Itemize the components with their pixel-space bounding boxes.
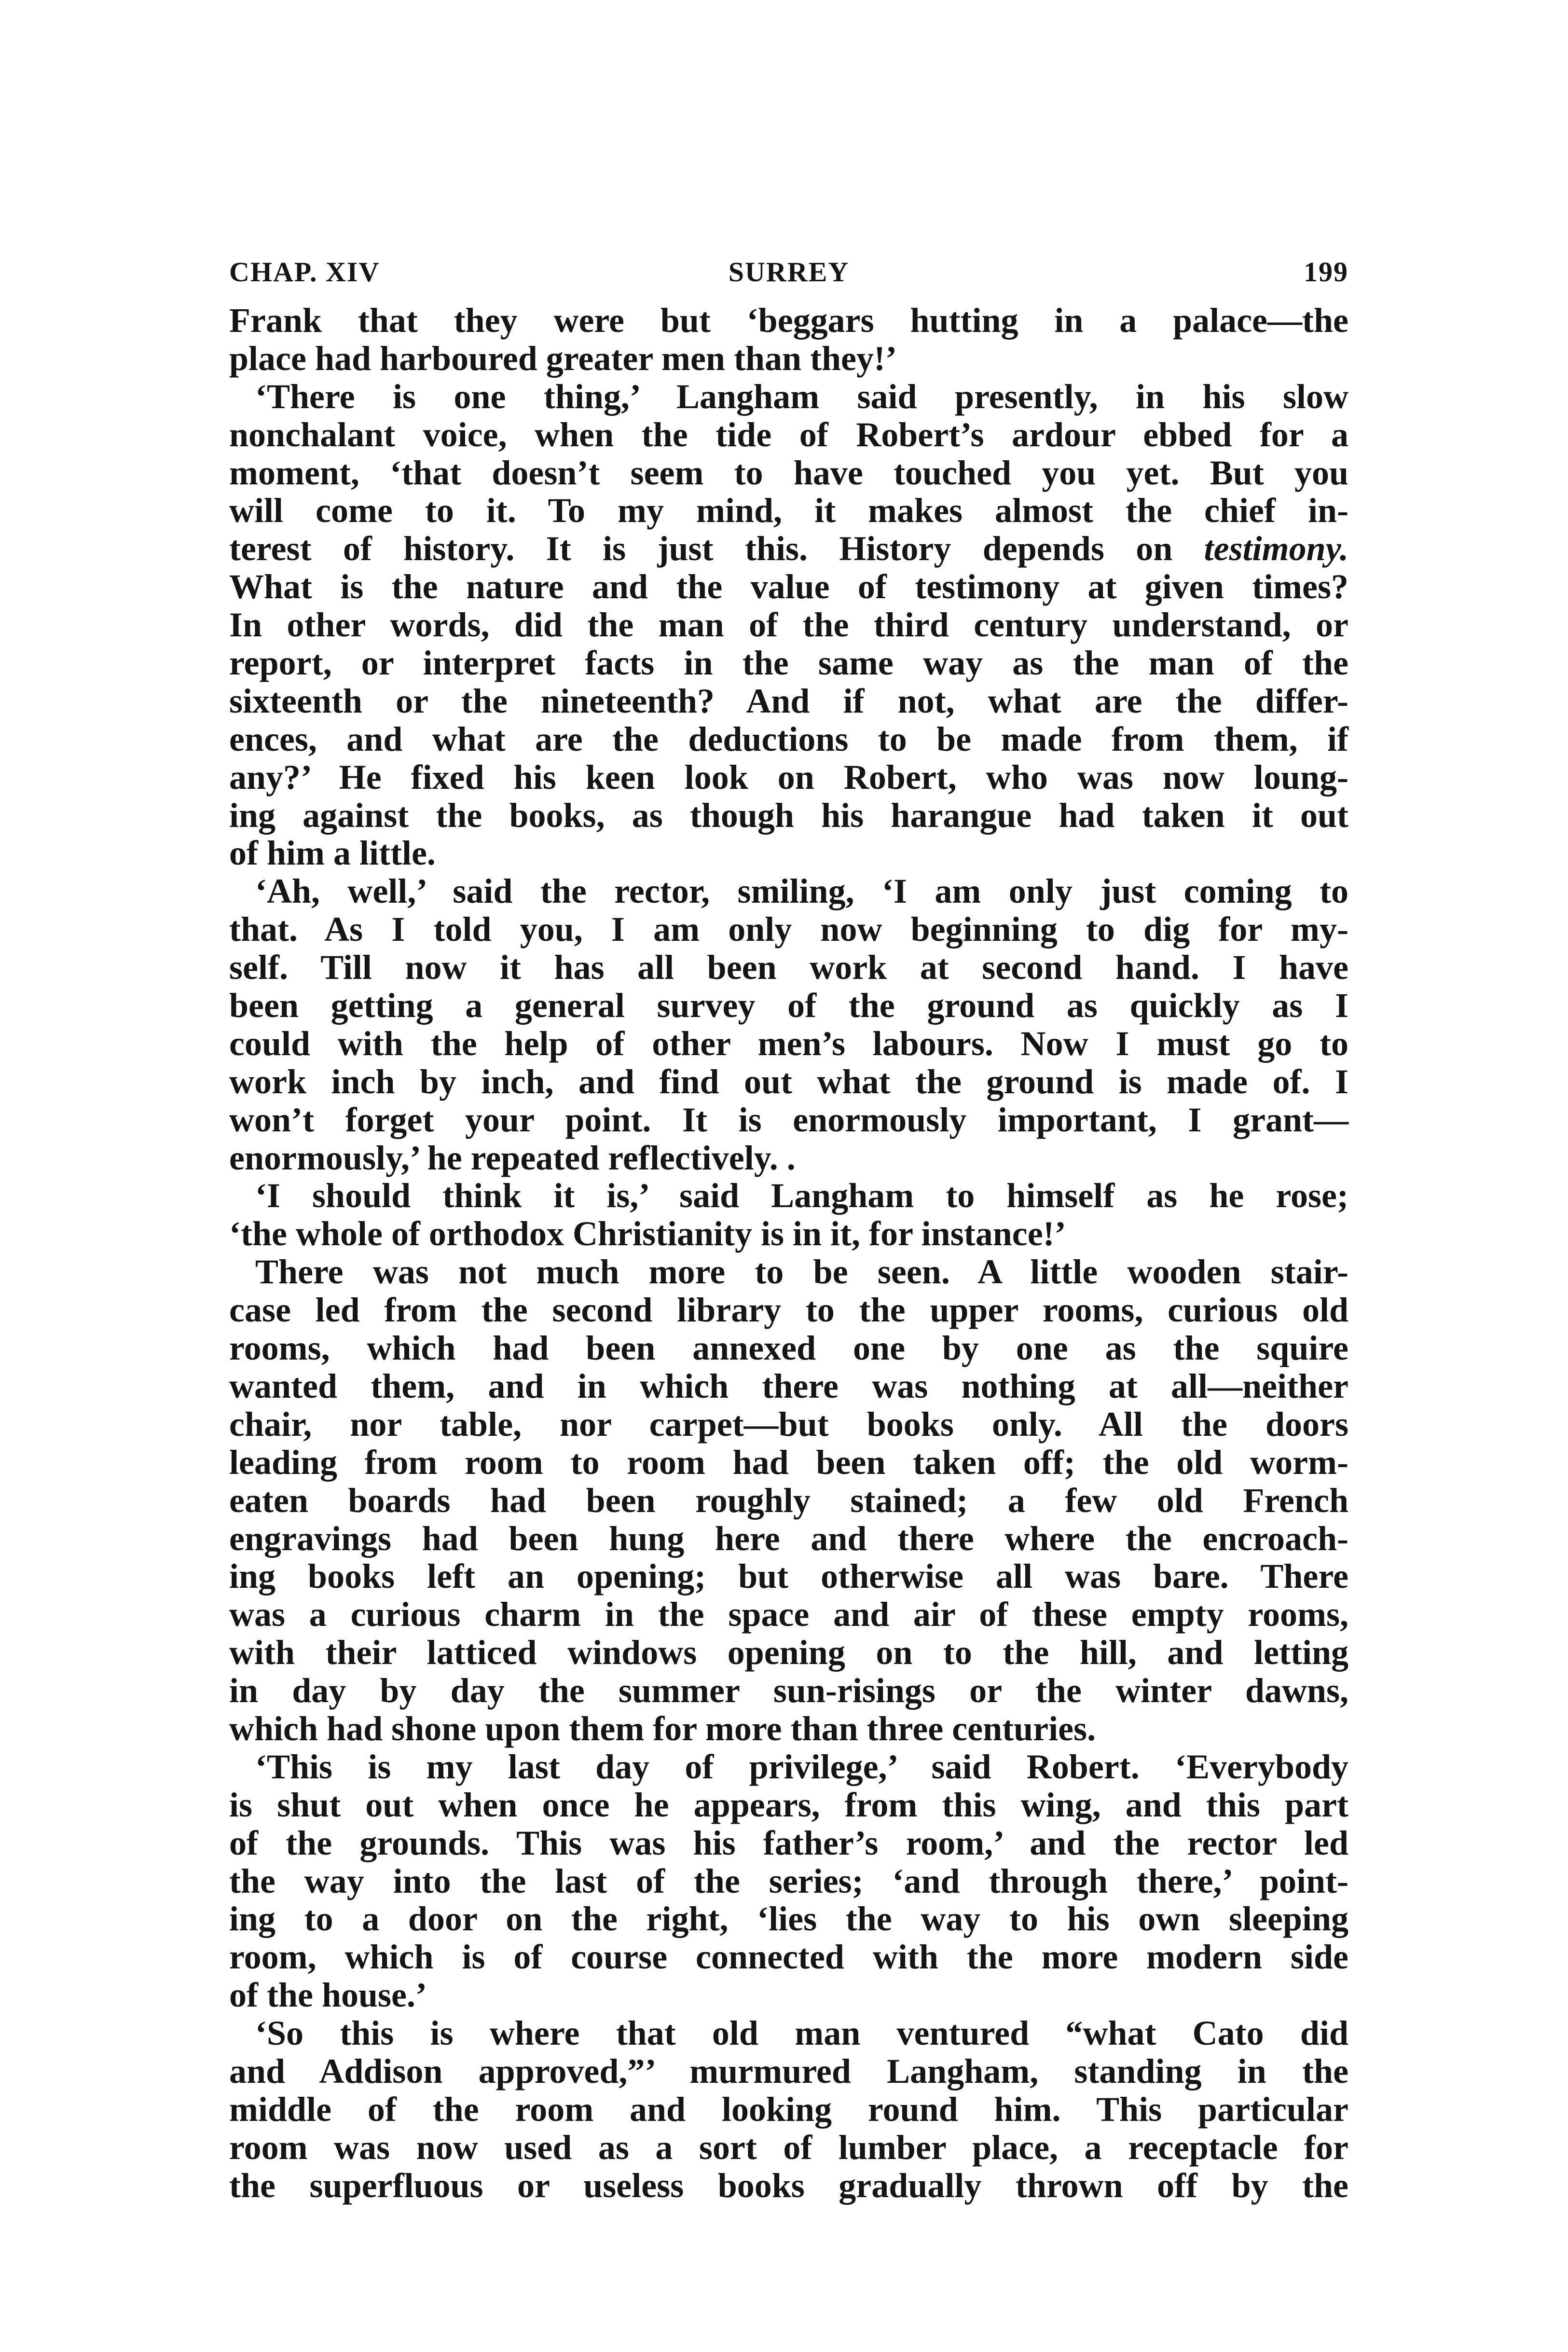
text-line [229, 1291, 1348, 1329]
text-line [229, 1405, 1348, 1444]
text-line-content: enormously,’ he repeated reflectively. . [229, 1138, 796, 1177]
text-line [229, 2129, 1348, 2167]
text-line [229, 302, 1348, 340]
text-line [229, 1786, 1348, 1824]
text-line [229, 1253, 1348, 1291]
text-line [229, 1976, 1348, 2014]
text-line [229, 340, 1348, 378]
text-line [229, 1177, 1348, 1215]
text-line-content: place had harboured greater men than they!’ [229, 339, 897, 378]
text-line-emphasis: testimony. [1204, 529, 1348, 568]
text-line-content: Frank that they were but ‘beggars hutting in a palace—the [229, 301, 1348, 340]
text-line [229, 2167, 1348, 2205]
running-header [229, 256, 1348, 294]
text-line [229, 949, 1348, 987]
text-line-content: ‘There is one thing,’ Langham said presently, in his slow [255, 377, 1348, 416]
text-line-content: ‘This is my last day of privilege,’ said Robert. ‘Everybody [255, 1747, 1348, 1786]
text-line-content: What is the nature and the value of testimony at given times? [229, 567, 1348, 606]
text-line [229, 606, 1348, 644]
text-line [229, 987, 1348, 1025]
text-line [229, 834, 1348, 872]
text-line-content: room was now used as a sort of lumber place, a receptacle for [229, 2128, 1348, 2167]
text-line [229, 872, 1348, 910]
text-line-content: and Addison approved,”’ murmured Langham, standing in the [229, 2051, 1348, 2091]
text-line-content: middle of the room and looking round him. This particular [229, 2090, 1348, 2129]
text-line [229, 1557, 1348, 1596]
text-line-content: the way into the last of the series; ‘and through there,’ point- [229, 1861, 1348, 1900]
text-line-content: which had shone upon them for more than three centuries. [229, 1709, 1096, 1748]
text-line [229, 416, 1348, 454]
text-line [229, 1672, 1348, 1710]
text-line-content: chair, nor table, nor carpet—but books only. All the doors [229, 1404, 1348, 1444]
text-line-content: the superfluous or useless books gradually thrown off by the [229, 2166, 1348, 2205]
text-line-content: rooms, which had been annexed one by one as the squire [229, 1329, 1348, 1368]
text-line-content: self. Till now it has all been work at second hand. I have [229, 948, 1348, 987]
text-line [229, 568, 1348, 606]
text-line-content: won’t forget your point. It is enormously important, I grant— [229, 1100, 1348, 1139]
text-line [229, 910, 1348, 949]
text-line [229, 1748, 1348, 1786]
text-line [229, 644, 1348, 682]
text-line-content: case led from the second library to the upper rooms, curious old [229, 1291, 1348, 1330]
text-line-content: eaten boards had been roughly stained; a few old French [229, 1481, 1348, 1520]
text-line-content: ing books left an opening; but otherwise all was bare. There [229, 1557, 1348, 1596]
text-line [229, 2014, 1348, 2052]
text-line [229, 797, 1348, 835]
text-line-content: ences, and what are the deductions to be made from them, if [229, 719, 1348, 758]
text-line-content: work inch by inch, and find out what the ground is made of. I [229, 1062, 1348, 1101]
text-line [229, 530, 1348, 568]
text-line-content: There was not much more to be seen. A little wooden stair- [255, 1252, 1348, 1292]
text-line-content: any?’ He fixed his keen look on Robert, who was now loung- [229, 757, 1348, 797]
text-line-content: wanted them, and in which there was nothing at all—neither [229, 1366, 1348, 1405]
text-line-content: could with the help of other men’s labours. Now I must go to [229, 1024, 1348, 1063]
text-line [229, 1824, 1348, 1862]
text-line-content: that. As I told you, I am only now beginning to dig for my- [229, 910, 1348, 949]
text-line [229, 1634, 1348, 1672]
text-line [229, 1520, 1348, 1558]
running-title: SURREY [728, 256, 850, 288]
text-line [229, 758, 1348, 797]
text-line [229, 1444, 1348, 1482]
text-line-content: ‘I should think it is,’ said Langham to himself as he rose; [255, 1176, 1348, 1215]
text-line-content: in day by day the summer sun-risings or the winter dawns, [229, 1671, 1348, 1710]
text-line [229, 1063, 1348, 1101]
text-line-content: of the grounds. This was his father’s room,’ and the rector led [229, 1823, 1348, 1862]
text-line [229, 1900, 1348, 1938]
text-line [229, 1482, 1348, 1520]
text-line [229, 1862, 1348, 1900]
text-line-content: moment, ‘that doesn’t seem to have touched you yet. But you [229, 453, 1348, 492]
text-line-content: nonchalant voice, when the tide of Robert’s ardour ebbed for a [229, 415, 1348, 454]
text-line [229, 1215, 1348, 1253]
text-line [229, 682, 1348, 720]
text-line-content: sixteenth or the nineteenth? And if not, what are the differ- [229, 681, 1348, 720]
text-line-content: ing against the books, as though his harangue had taken it out [229, 796, 1348, 835]
text-line-content: of the house.’ [229, 1976, 427, 2015]
text-line-content: been getting a general survey of the ground as quickly as I [229, 986, 1348, 1025]
chapter-label: CHAP. XIV [229, 256, 380, 288]
text-line [229, 1139, 1348, 1177]
text-line-content: will come to it. To my mind, it makes almost the chief in- [229, 491, 1348, 530]
text-line [229, 720, 1348, 758]
text-line-content: was a curious charm in the space and air of these empty rooms, [229, 1595, 1348, 1634]
body-text [229, 302, 1348, 2205]
text-line [229, 454, 1348, 492]
text-line [229, 492, 1348, 530]
text-line-content: ‘the whole of orthodox Christianity is in it, for instance!’ [229, 1214, 1066, 1253]
text-line-content: engravings had been hung here and there where the encroach- [229, 1519, 1348, 1558]
page-number: 199 [1304, 256, 1348, 288]
text-line-content: leading from room to room had been taken off; the old worm- [229, 1443, 1348, 1482]
text-line-content: of him a little. [229, 834, 436, 873]
text-line-content: is shut out when once he appears, from this wing, and this part [229, 1785, 1348, 1824]
text-line-content: ‘So this is where that old man ventured “what Cato did [255, 2014, 1348, 2053]
text-line [229, 1596, 1348, 1634]
text-line [229, 378, 1348, 416]
text-line-content: ing to a door on the right, ‘lies the way to his own sleeping [229, 1899, 1348, 1939]
text-line-content: terest of history. It is just this. History depends on [229, 529, 1204, 568]
text-line [229, 1101, 1348, 1139]
text-line-content: ‘Ah, well,’ said the rector, smiling, ‘I am only just coming to [255, 872, 1348, 911]
text-line-content: room, which is of course connected with the more modern side [229, 1938, 1348, 1977]
text-line [229, 1710, 1348, 1748]
text-line-content: In other words, did the man of the third century understand, or [229, 605, 1348, 645]
text-line [229, 1367, 1348, 1405]
text-line [229, 1938, 1348, 1976]
text-line [229, 2052, 1348, 2091]
text-line [229, 1025, 1348, 1063]
text-line-content: report, or interpret facts in the same way as the man of the [229, 644, 1348, 683]
text-line-content: with their latticed windows opening on to the hill, and letting [229, 1633, 1348, 1672]
text-line [229, 1329, 1348, 1367]
text-line [229, 2091, 1348, 2129]
